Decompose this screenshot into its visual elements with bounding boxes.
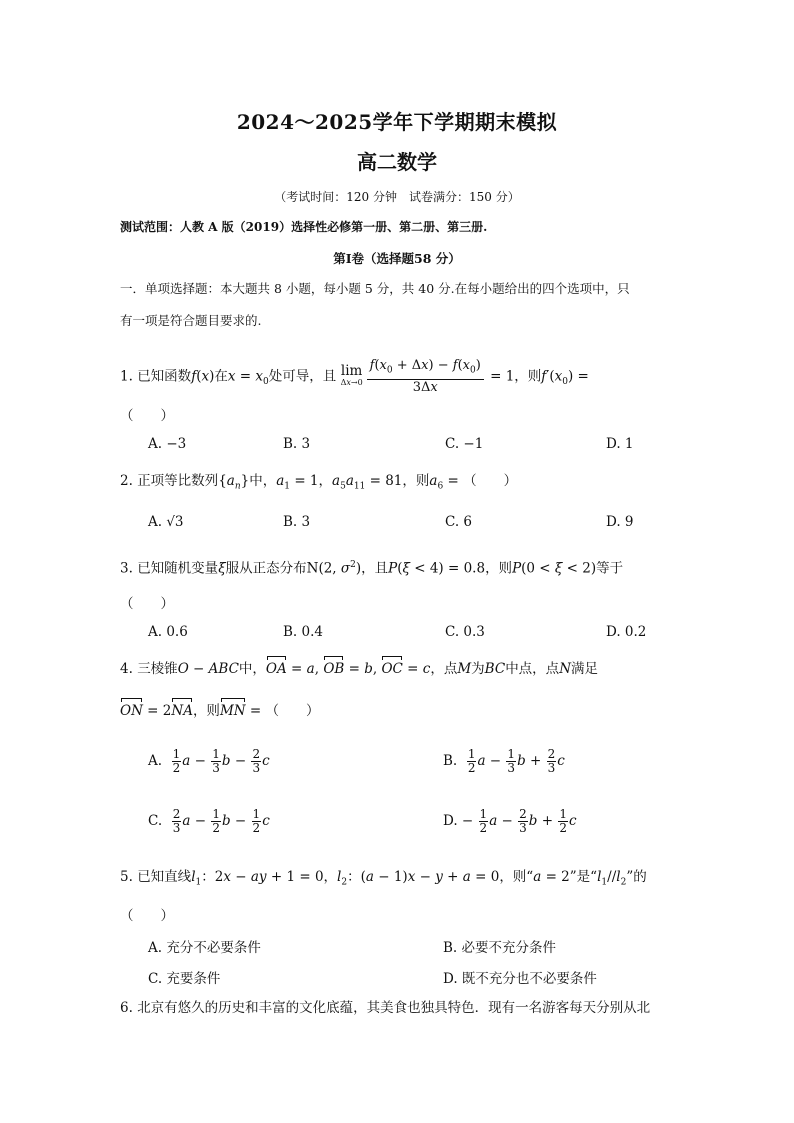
option-a: A. $\frac{1}{2}$ a − $\frac{1}{3}$ b − $\frac{2}{3}$ c [148,747,270,775]
answer-blank: （ ） [120,408,174,424]
option-b: B. 3 [283,436,311,452]
option-d: D. 1 [606,436,634,452]
answer-blank: （ ） [120,596,174,612]
option-c: C. 0.3 [445,624,485,640]
difference-quotient: $\frac{f(x_0 + \Delta x) - f(x_0)}{3\Delta x}$ [367,358,484,396]
question-number: 2. [120,473,133,489]
test-scope: 测试范围：人教 A 版（2019）选择性必修第一册、第二册、第三册. [120,220,488,234]
option-b: B. 3 [283,514,311,530]
question-number: 4. [120,661,133,677]
option-a: A. 0.6 [148,624,188,640]
volume-heading: 第Ⅰ卷（选择题58 分） [333,251,461,266]
option-b: B. 0.4 [283,624,323,640]
question-number: 1. [120,368,133,385]
option-d: D. 0.2 [606,624,647,640]
option-b: B. 必要不充分条件 [443,940,557,956]
question-2-stem: 2. 正项等比数列$\{a_n\}$中，$a_1 = 1$，$a_5a_{11} = 81$，则$a_6$ = （ ） [120,473,518,492]
exam-info: （考试时间：120 分钟 试卷满分：150 分） [274,190,520,204]
question-4-stem: 4. 三棱锥O − ABC中，OA = a, OB = b, OC = c，点M为BC中点，点N满足 [120,661,598,677]
option-c: C. $\frac{2}{3}$ a − $\frac{1}{2}$ b − $\frac{1}{2}$ c [148,807,270,835]
option-b: B. $\frac{1}{2}$ a − $\frac{1}{3}$ b + $\frac{2}{3}$ c [443,747,565,775]
exam-subtitle: 高二数学 [357,150,437,174]
option-a: A. −3 [148,436,187,452]
option-d: D. 既不充分也不必要条件 [443,971,597,987]
option-a: A. √3 [148,514,184,530]
question-4-line2: ON = 2NA，则MN = （ ） [120,703,320,719]
question-5-stem: 5. 已知直线$l_1$：2x − ay + 1 = 0，$l_2$：(a − 1)x − y + a = 0，则“a = 2”是“$l_1//l_2$”的 [120,869,647,888]
question-number: 6. [120,1000,133,1016]
limit-expression: lim Δx→0 [340,362,363,387]
option-a: A. 充分不必要条件 [148,940,261,956]
option-d: D. 9 [606,514,634,530]
option-c: C. 充要条件 [148,971,221,987]
section-heading-line2: 有一项是符合题目要求的. [120,313,262,328]
option-d: D. − $\frac{1}{2}$ a − $\frac{2}{3}$ b + $\frac{1}{2}$ c [443,807,577,835]
question-1-stem: 1. 已知函数f(x)在$x = x_0$处可导，且 lim Δx→0 $\frac{f(x_0 + \Delta x) - f(x_0)}{3\Delta x}$ = 1，则$f'(x_0)$ = [120,358,589,395]
exam-title: 2024～2025学年下学期期末模拟 [236,110,558,134]
answer-blank: （ ） [120,908,174,924]
question-3-stem: 3. 已知随机变量ξ服从正态分布N(2, $\sigma^2$)，且P(ξ < 4) = 0.8，则P(0 < ξ < 2)等于 [120,560,624,577]
option-c: C. 6 [445,514,473,530]
question-number: 5. [120,869,133,885]
option-c: C. −1 [445,436,484,452]
section-heading-line1: 一．单项选择题：本大题共 8 小题，每小题 5 分，共 40 分.在每小题给出的四个选项中，只 [120,281,630,296]
question-number: 3. [120,560,133,577]
question-6-stem: 6. 北京有悠久的历史和丰富的文化底蕴，其美食也独具特色．现有一名游客每天分别从北 [120,1000,651,1016]
